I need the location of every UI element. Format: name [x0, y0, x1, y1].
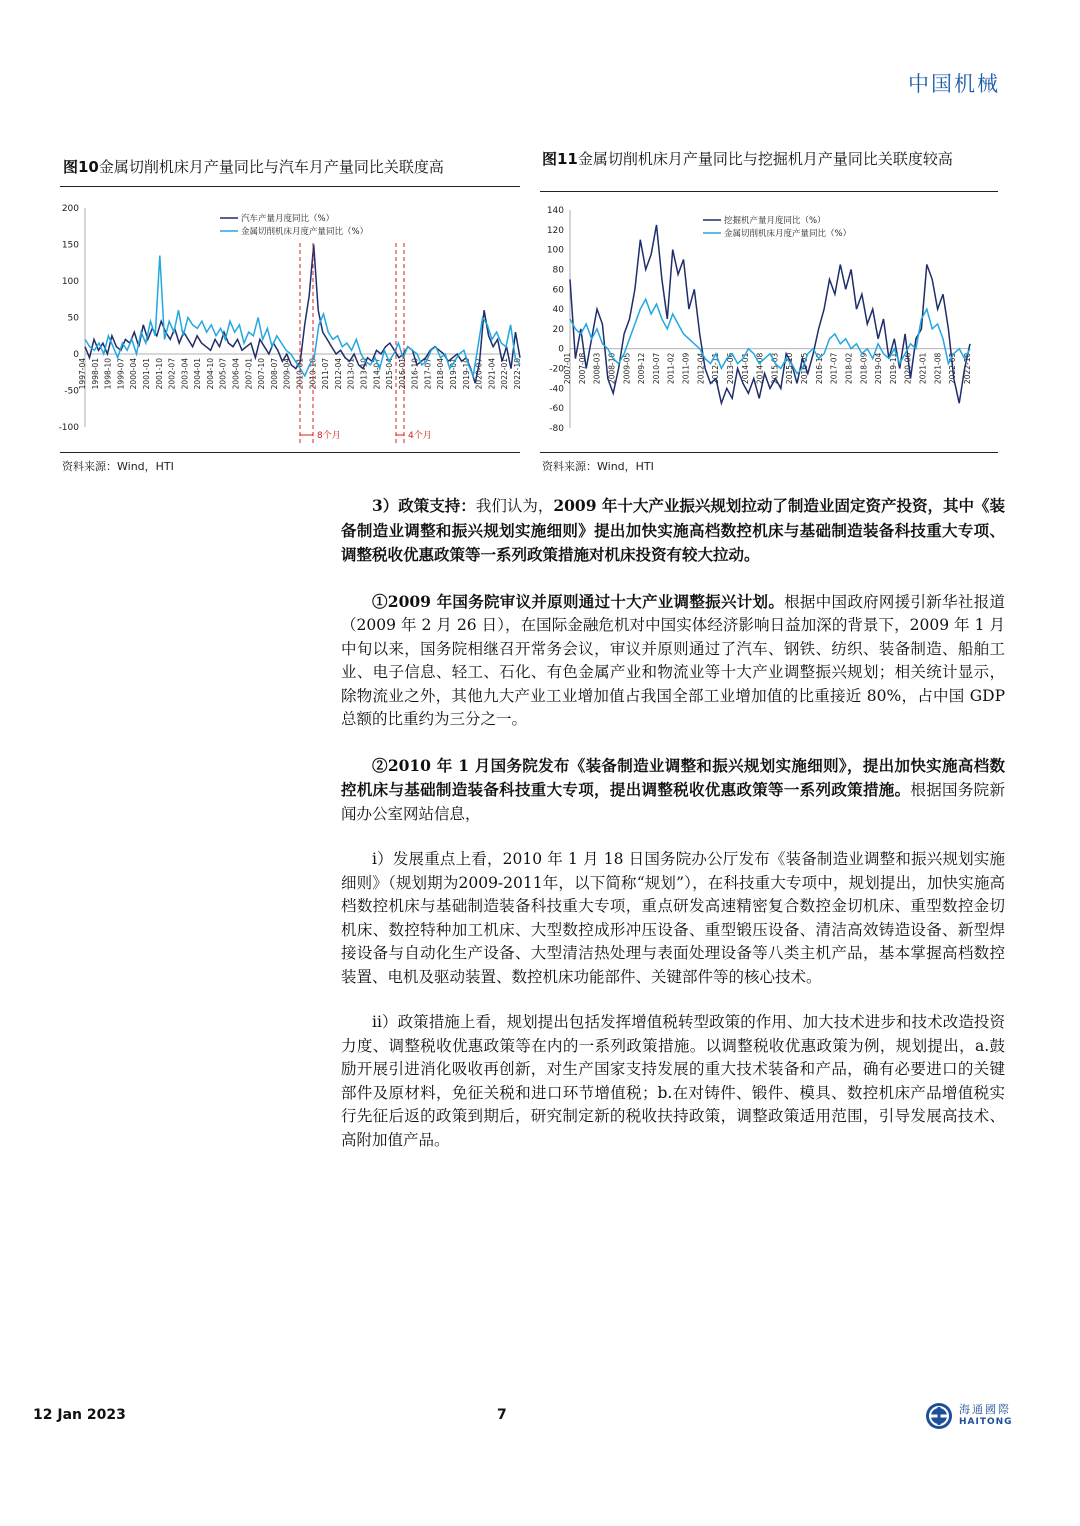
y-tick-label: 0: [73, 350, 79, 360]
x-tick-label: 2007-08: [577, 352, 587, 385]
legend-label: 挖掘机产量月度同比（%）: [724, 216, 826, 226]
y-tick-label: 100: [546, 245, 564, 256]
x-tick-label: 2019-04: [874, 352, 884, 385]
paragraph-policy-support: 3）政策支持：我们认为，2009 年十大产业振兴规划拉动了制造业固定资产投资，其中《装备制造业调整和振兴规划实施细则》提出加快实施高档数控机床与基础制造装备科技重大专项、调整税收优惠政策等一系列政策措施对机床投资有较大拉动。: [341, 496, 1005, 564]
x-tick-label: 2013-06: [725, 352, 735, 385]
x-tick-label: 2018-02: [844, 352, 854, 385]
page-number: 7: [497, 1407, 507, 1423]
haitong-logo-icon: [925, 1402, 953, 1430]
x-tick-label: 1998-10: [103, 358, 113, 390]
figure-10-title: 图10金属切削机床月产量同比与汽车月产量同比关联度高: [63, 158, 444, 176]
x-tick-label: 2009-04: [282, 358, 292, 390]
x-tick-label: 2005-07: [218, 358, 228, 390]
x-tick-label: 2007-10: [257, 358, 267, 390]
figure-10-bottom-rule: [60, 452, 520, 453]
x-tick-label: 2013-10: [359, 358, 369, 390]
x-tick-label: 2012-04: [333, 358, 343, 390]
x-tick-label: 2018-04: [436, 358, 446, 390]
series-line-1: [85, 256, 520, 376]
x-tick-label: 2012-04: [696, 352, 706, 385]
figure-10-source: 资料来源：Wind，HTI: [62, 460, 174, 473]
x-tick-label: 2017-07: [829, 352, 839, 385]
x-tick-label: 2022-03: [948, 352, 958, 385]
x-tick-label: 2021-08: [933, 352, 943, 385]
figure-11-bottom-rule: [540, 452, 998, 453]
x-tick-label: 2014-07: [372, 358, 382, 390]
x-tick-label: 2008-10: [607, 352, 617, 385]
x-tick-label: 2003-04: [180, 358, 190, 390]
legend-label: 金属切削机床月度产量同比（%）: [724, 229, 852, 239]
y-tick-label: 0: [558, 344, 564, 355]
x-tick-label: 2004-01: [193, 358, 203, 390]
x-tick-label: 1999-07: [116, 358, 126, 390]
x-tick-label: 2001-01: [141, 358, 151, 390]
annotation-label: 8个月: [317, 431, 341, 441]
paragraph-policy-measures: ii）政策措施上看，规划提出包括发挥增值税转型政策的作用、加大技术进步和技术改造投资力度、调整税收优惠政策等在内的一系列政策措施。以调整税收优惠政策为例，规划提出，a.鼓励开展引进消化吸收再创新，对生产国家支持发展的重大技术装备和产品，确有必要进口的关键部件及原材料，免征关税和进口环节增值税；b.在对铸件、锻件、模具、数控机床产品增值税实行先征后返的政策到期后，研究制定新的税收扶持政策，调整政策适用范围，引导发展高技术、高附加值产品。: [341, 1013, 1005, 1149]
y-tick-label: -80: [549, 424, 564, 434]
y-tick-label: -60: [549, 404, 564, 415]
x-tick-label: 2014-01: [740, 352, 750, 385]
x-tick-label: 2019-11: [888, 352, 898, 385]
x-tick-label: 2000-04: [129, 358, 139, 390]
x-tick-label: 2022-01: [500, 358, 510, 390]
annotation-label: 4个月: [408, 431, 432, 441]
y-tick-label: 50: [67, 313, 79, 324]
x-tick-label: 2004-10: [205, 358, 215, 390]
y-tick-label: 60: [552, 285, 564, 296]
logo-cn: 海通國際: [959, 1403, 1011, 1416]
figure-11-source: 资料来源：Wind，HTI: [542, 460, 654, 473]
x-tick-label: 2021-01: [918, 352, 928, 385]
x-tick-label: 2002-07: [167, 358, 177, 390]
y-tick-label: -50: [64, 386, 79, 397]
x-tick-label: 2008-07: [269, 358, 279, 390]
x-tick-label: 2022-10: [963, 352, 972, 385]
figure-10-chart: [55, 195, 525, 445]
x-tick-label: 2019-10: [461, 358, 471, 390]
x-tick-label: 2012-11: [711, 352, 721, 385]
x-tick-label: 2017-07: [423, 358, 433, 390]
figure-10-rule: [60, 186, 520, 187]
x-tick-label: 2016-10: [410, 358, 420, 390]
x-tick-label: 2010-01: [295, 358, 305, 390]
x-tick-label: 1997-04: [78, 358, 87, 390]
x-tick-label: 2011-02: [666, 352, 676, 385]
x-tick-label: 2020-06: [903, 352, 913, 385]
section-title: 中国机械: [908, 72, 1000, 96]
x-tick-label: 2015-03: [770, 352, 780, 385]
x-tick-label: 2015-04: [385, 358, 395, 390]
y-tick-label: 150: [61, 240, 79, 251]
x-tick-label: 2009-05: [622, 352, 632, 385]
paragraph-2009-plan: ①2009 年国务院审议并原则通过十大产业调整振兴计划。根据中国政府网援引新华社报道（2009 年 2 月 26 日），在国际金融危机对中国实体经济影响日益加深的背景下，2009 年 1 月中旬以来，国务院相继召开常务会议，审议并原则通过了汽车、钢铁、纺织、装备制造、船舶工业、电子信息、轻工、石化、有色金属产业和物流业等十大产业调整振兴规划；相关统计显示，除物流业之外，其他九大产业工业增加值占我国全部工业增加值的比重接近 80%，占中国 GDP 总额的比重约为三分之一。: [341, 591, 1005, 728]
x-tick-label: 2011-09: [681, 352, 691, 385]
x-tick-label: 2010-10: [308, 358, 318, 390]
y-tick-label: 200: [61, 204, 79, 214]
x-tick-label: 2016-05: [800, 352, 810, 385]
x-tick-label: 2011-07: [321, 358, 331, 390]
x-tick-label: 2016-12: [814, 352, 824, 385]
x-tick-label: 2009-12: [637, 352, 647, 385]
body-text: [341, 494, 1005, 1174]
y-tick-label: 120: [546, 225, 564, 236]
haitong-logo: [925, 1402, 1013, 1430]
x-tick-label: 2016-01: [397, 358, 407, 390]
x-tick-label: 2007-01: [244, 358, 254, 390]
figure-11-rule: [540, 191, 998, 192]
y-tick-label: 100: [61, 277, 79, 287]
y-tick-label: -40: [549, 384, 564, 395]
x-tick-label: 2015-10: [785, 352, 795, 385]
logo-en: HAITONG: [959, 1417, 1013, 1427]
y-tick-label: -100: [58, 423, 79, 433]
x-tick-label: 2010-07: [651, 352, 661, 385]
x-tick-label: 1998-01: [90, 358, 100, 390]
x-tick-label: 2008-03: [592, 352, 602, 385]
x-tick-label: 2022-10: [513, 358, 522, 390]
x-tick-label: 2013-01: [346, 358, 356, 390]
x-tick-label: 2006-04: [231, 358, 241, 390]
paragraph-development-focus: i）发展重点上看，2010 年 1 月 18 日国务院办公厅发布《装备制造业调整和振兴规划实施细则》（规划期为2009-2011年，以下简称“规划”），在科技重大专项中，规划提出，加快实施高档数控机床与基础制造装备科技重大专项，重点研发高速精密复合数控金切机床、重型数控金切机床、数控特种加工机床、大型数控成形冲压设备、重型锻压设备、清洁高效铸造设备、新型焊接设备与自动化生产设备、大型清洁热处理与表面处理设备等八类主机产品，基本掌握高档数控装置、电机及驱动装置、数控机床功能部件、关键部件等的核心技术。: [341, 850, 1005, 986]
y-tick-label: 20: [552, 324, 564, 335]
x-tick-label: 2014-08: [755, 352, 765, 385]
x-tick-label: 2020-07: [474, 358, 484, 390]
legend-label: 金属切削机床月度产量同比（%）: [241, 227, 369, 237]
x-tick-label: 2007-01: [563, 352, 572, 385]
y-tick-label: 140: [546, 206, 564, 216]
x-tick-label: 2021-04: [487, 358, 497, 390]
figure-11-title: 图11金属切削机床月产量同比与挖掘机月产量同比关联度较高: [542, 150, 953, 168]
y-tick-label: -20: [549, 364, 564, 375]
legend-label: 汽车产量月度同比（%）: [241, 214, 335, 224]
y-tick-label: 40: [552, 305, 564, 316]
y-tick-label: 80: [552, 265, 564, 276]
paragraph-2010-rules: ②2010 年 1 月国务院发布《装备制造业调整和振兴规划实施细则》，提出加快实施高档数控机床与基础制造装备科技重大专项，提出调整税收优惠政策等一系列政策措施。根据国务院新闻办公室网站信息，: [341, 755, 1005, 823]
x-tick-label: 2019-01: [449, 358, 459, 390]
x-tick-label: 2001-10: [154, 358, 164, 390]
footer-date: 12 Jan 2023: [33, 1407, 126, 1423]
x-tick-label: 2018-09: [859, 352, 869, 385]
figure-11-chart: [545, 198, 1000, 438]
